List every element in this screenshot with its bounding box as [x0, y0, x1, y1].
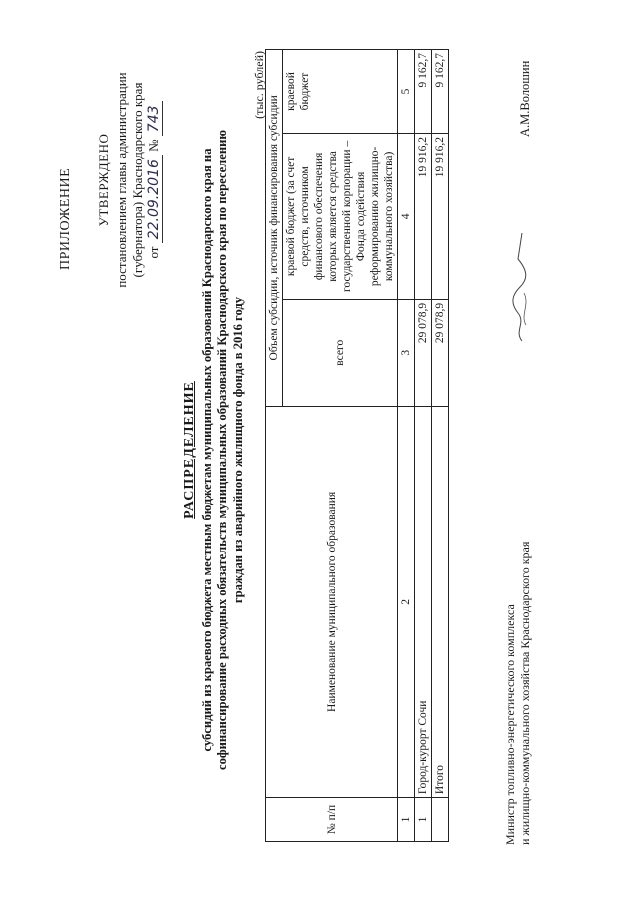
col-fund-header: краевой бюджет (за счет средств, источником финансового обеспечения которых является средства государственной корпорации – Фонда содействия реформированию жилищно-коммунального хозяйства) — [283, 133, 398, 299]
table-row — [415, 50, 432, 842]
units-label: (тыс. рублей) — [252, 51, 266, 119]
table-row-total — [432, 50, 449, 842]
date-prefix: от — [146, 246, 161, 259]
index-cell: 5 — [398, 50, 415, 134]
approval-line-2: (губернатора) Краснодарского края — [130, 82, 145, 278]
approved-label: УТВЕРЖДЕНО — [96, 133, 111, 227]
minister-block — [503, 542, 533, 845]
title-line-3: граждан из аварийного жилищного фонда в 2016 году — [230, 296, 245, 604]
subsidy-table — [265, 49, 449, 842]
row-fund: 19 916,2 — [415, 133, 432, 299]
index-cell: 2 — [398, 406, 415, 797]
approval-date-line — [146, 55, 162, 305]
col-volume-header: Объем субсидии, источник финансирования субсидии — [266, 50, 283, 407]
index-row — [398, 50, 415, 842]
row-regional: 9 162,7 — [432, 50, 449, 134]
number-prefix: № — [146, 139, 161, 152]
minister-line-2: и жилищно-коммунального хозяйства Краснодарского края — [518, 541, 532, 845]
title-line-2: софинансирование расходных обязательств муниципальных образований Краснодарского края по переселению — [215, 130, 229, 770]
row-name: Итого — [432, 406, 449, 797]
minister-line-1: Министр топливно-энергетического комплекса — [503, 604, 517, 845]
row-name: Город-курорт Сочи — [415, 406, 432, 797]
signature-mark — [500, 225, 540, 345]
header-row-1 — [266, 50, 283, 842]
col-regional-header: краевой бюджет — [283, 50, 398, 134]
index-cell: 1 — [398, 798, 415, 842]
row-total: 29 078,9 — [432, 299, 449, 406]
approval-line-1: постановлением главы администрации — [114, 72, 129, 288]
document-title — [182, 55, 246, 845]
row-total: 29 078,9 — [415, 299, 432, 406]
signature-name: А.М.Волошин — [518, 60, 532, 137]
appendix-label: ПРИЛОЖЕНИЕ — [58, 167, 73, 270]
row-num — [432, 798, 449, 842]
approval-date: 22.09.2016 — [146, 155, 163, 243]
index-cell: 4 — [398, 133, 415, 299]
row-fund: 19 916,2 — [432, 133, 449, 299]
row-regional: 9 162,7 — [415, 50, 432, 134]
col-num-header: № п/п — [266, 798, 398, 842]
approval-block — [96, 55, 162, 305]
approval-number: 743 — [146, 101, 163, 136]
row-num: 1 — [415, 798, 432, 842]
index-cell: 3 — [398, 299, 415, 406]
col-name-header: Наименование муниципального образования — [266, 406, 398, 797]
title-line-1: субсидий из краевого бюджета местным бюджетам муниципальных образований Краснодарского края на — [199, 148, 214, 752]
col-total-header: всего — [283, 299, 398, 406]
title-main: РАСПРЕДЕЛЕНИЕ — [182, 381, 197, 519]
